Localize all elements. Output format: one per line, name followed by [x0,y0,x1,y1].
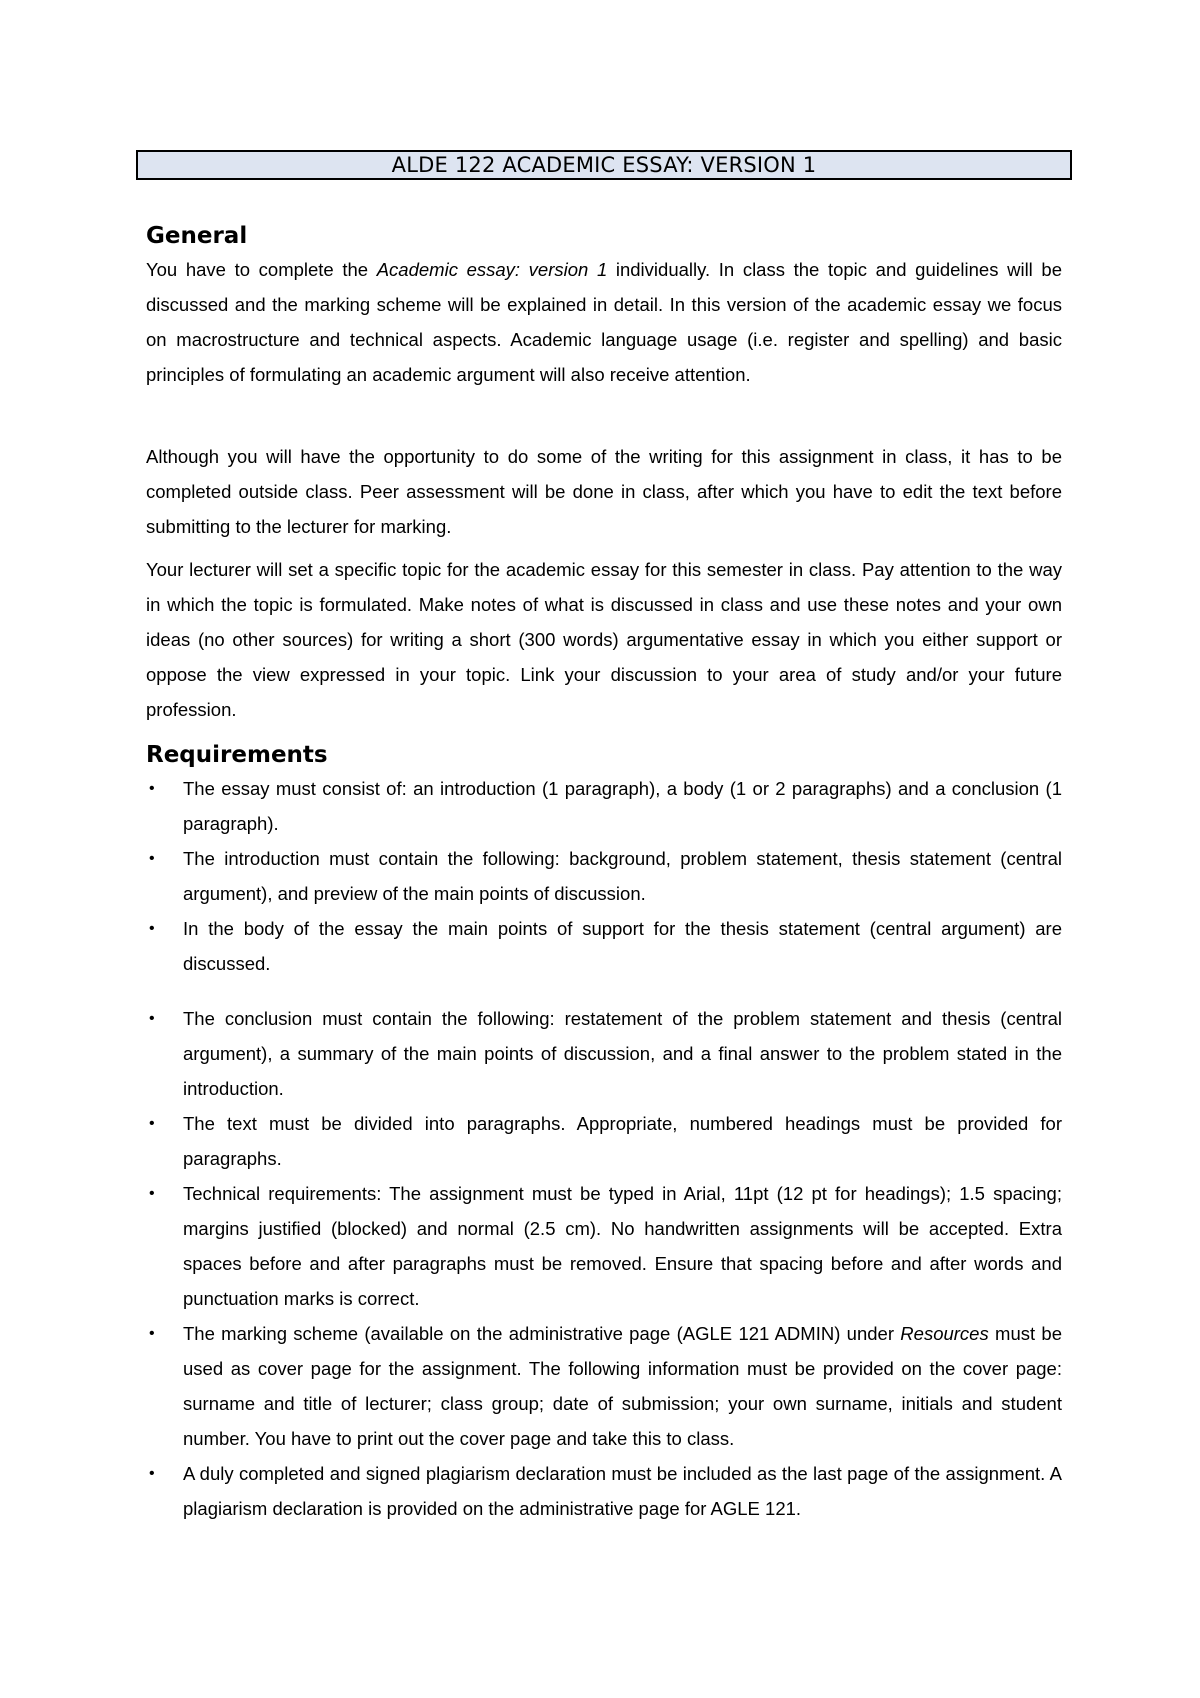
general-p1-italic: Academic essay: version 1 [376,259,608,280]
list-item [146,841,1062,911]
list-item-text: Technical requirements: The assignment must be typed in Arial, 11pt (12 pt for headings); 1.5 spacing; margins justified (blocked) and normal (2.5 cm). No handwritten assignments will be accepted. Extra spaces before and after paragraphs must be removed. Ensure that spacing before and after words and punctuation marks is correct. [183,1183,1062,1309]
spacer [146,392,1062,439]
requirements-list [146,771,1062,1526]
document-title: ALDE 122 ACADEMIC ESSAY: VERSION 1 [136,150,1072,180]
bullet-icon: • [149,850,155,867]
document-body [146,220,1062,1526]
general-paragraph-3: Your lecturer will set a specific topic for the academic essay for this semester in class. Pay attention to the way in which the topic is formulated. Make notes of what is discussed in class and use these notes and your own ideas (no other sources) for writing a short (300 words) argumentative essay in which you either support or oppose the view expressed in your topic. Link your discussion to your area of study and/or your future profession. [146,559,1062,720]
general-paragraph-1 [146,252,1062,392]
spacer [146,544,1062,552]
spacer [146,727,1062,739]
bullet-icon: • [149,920,155,937]
list-item-text: The conclusion must contain the following: restatement of the problem statement and thesis (central argument), a summary of the main points of discussion, and a final answer to the problem stated in the introduction. [183,1008,1062,1099]
list-item-text: The essay must consist of: an introduction (1 paragraph), a body (1 or 2 paragraphs) and a conclusion (1 paragraph). [183,778,1062,834]
list-item [146,1176,1062,1316]
list-item [146,1316,1062,1456]
list-item-text-before: The marking scheme (available on the administrative page (AGLE 121 ADMIN) under [183,1323,901,1344]
bullet-icon: • [149,1010,155,1027]
general-p1-before: You have to complete the [146,259,377,280]
bullet-icon: • [149,1115,155,1132]
list-item [146,1001,1062,1106]
list-item-text: The introduction must contain the following: background, problem statement, thesis statement (central argument), and preview of the main points of discussion. [183,848,1062,904]
requirements-heading: Requirements [146,742,328,768]
list-item [146,1106,1062,1176]
list-item-text: In the body of the essay the main points of support for the thesis statement (central argument) are discussed. [183,918,1062,974]
list-item [146,1456,1062,1526]
list-item [146,911,1062,981]
list-item-text-after: must be used as cover page for the assignment. The following information must be provided on the cover page: surname and title of lecturer; class group; date of submission; your own surname, initials and student number. You have to print out the cover page and take this to class. [183,1323,1063,1449]
bullet-icon: • [149,1325,155,1342]
bullet-icon: • [149,1465,155,1482]
general-paragraph-2: Although you will have the opportunity to do some of the writing for this assignment in class, it has to be completed outside class. Peer assessment will be done in class, after which you have to edit the text before submitting to the lecturer for marking. [146,446,1062,537]
list-item-text: The text must be divided into paragraphs. Appropriate, numbered headings must be provided for paragraphs. [183,1113,1062,1169]
list-item [146,771,1062,841]
general-p1-after: individually. In class the topic and guidelines will be discussed and the marking scheme will be explained in detail. In this version of the academic essay we focus on macrostructure and technical aspects. Academic language usage (i.e. register and spelling) and basic principles of formulating an academic argument will also receive attention. [146,259,1063,385]
list-item-text-italic: Resources [900,1323,989,1344]
bullet-icon: • [149,780,155,797]
general-heading: General [146,223,248,249]
list-item-text: A duly completed and signed plagiarism declaration must be included as the last page of the assignment. A plagiarism declaration is provided on the administrative page for AGLE 121. [183,1463,1062,1519]
bullet-icon: • [149,1185,155,1202]
